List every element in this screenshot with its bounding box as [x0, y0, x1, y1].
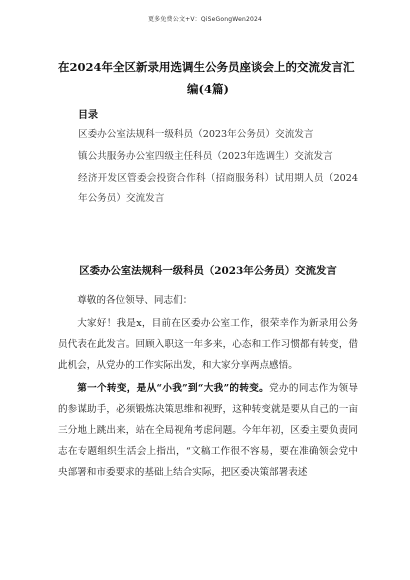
- document-title: [58, 56, 358, 100]
- toc-heading: 目录: [78, 110, 98, 121]
- section-body: [58, 290, 358, 485]
- greeting-paragraph: 尊敬的各位领导、同志们：: [77, 295, 193, 306]
- toc-item[interactable]: 区委办公室法规科一级科员（2023年公务员）交流发言: [78, 129, 314, 140]
- header-note: 更多免费公文+V：QiSeGongWen2024: [147, 16, 263, 23]
- toc-list: [78, 125, 358, 211]
- paragraph-text: 党办的同志作为领导的参谋助手，必须锻炼决策思维和视野，这种转变就是要从自己的一亩三分地上跳出来，站在全局视角考虑问题。今年年初，区委主要负责同志在专题组织生活会上指出，“文稿工作很不容易，要在准确领会党中央部署和市委要求的基础上结合实际，把区委决策部署表述: [58, 383, 359, 478]
- paragraph-lead: 第一个转变，是从“小我”到“大我”的转变。: [77, 383, 270, 394]
- toc-item[interactable]: 经济开发区管委会投资合作科（招商服务科）试用期人员（2024年公务员）交流发言: [78, 173, 358, 204]
- section-title: 区委办公室法规科一级科员（2023年公务员）交流发言: [79, 265, 337, 277]
- body-paragraph: 大家好！我是x，目前在区委办公室工作，很荣幸作为新录用公务员代表在此发言。回顾入职这一年多来，心态和工作习惯都有转变，借此机会，从党办的工作实际出发，和大家分享两点感悟。: [58, 318, 358, 371]
- body-paragraph: [58, 378, 358, 483]
- toc-item[interactable]: 镇公共服务办公室四级主任科员（2023年选调生）交流发言: [78, 151, 333, 162]
- document-title-line2: 编(4篇): [187, 82, 229, 96]
- document-title-line1: 在2024年全区新录用选调生公务员座谈会上的交流发言汇: [58, 60, 355, 74]
